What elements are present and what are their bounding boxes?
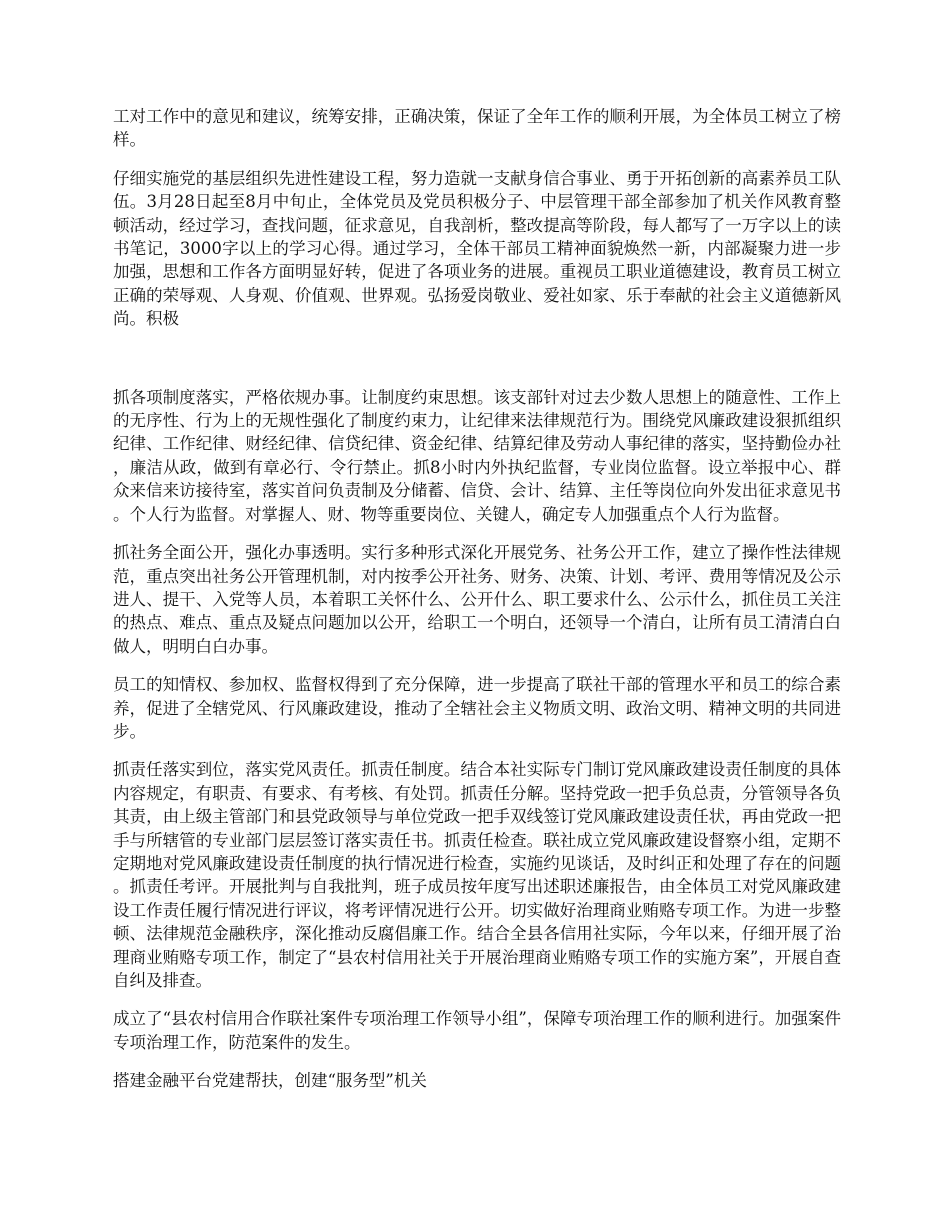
paragraph-1: 工对工作中的意见和建议，统筹安排，正确决策，保证了全年工作的顺利开展，为全体员工树立了榜样。 [113, 107, 841, 150]
paragraph-8: 搭建金融平台党建帮扶，创建“服务型”机关 [113, 1071, 427, 1091]
paragraph-5: 员工的知情权、参加权、监督权得到了充分保障，进一步提高了联社干部的管理水平和员工的综合素养，促进了全辖党风、行风廉政建设，推动了全辖社会主义物质文明、政治文明、精神文明的共同进步。 [113, 675, 841, 741]
paragraph-6: 抓责任落实到位，落实党风责任。抓责任制度。结合本社实际专门制订党风廉政建设责任制度的具体内容规定，有职责、有要求、有考核、有处罚。抓责任分解。坚持党政一把手负总责，分管领导各负其责，由上级主管部门和县党政领导与单位党政一把手双线签订党风廉政建设责任状，再由党政一把手与所辖管的专业部门层层签订落实责任书。抓责任检查。联社成立党风廉政建设督察小组，定期不定期地对党风廉政建设责任制度的执行情况进行检查，实施约见谈话，及时纠正和处理了存在的问题。抓责任考评。开展批判与自我批判，班子成员按年度写出述职述廉报告，由全体员工对党风廉政建设工作责任履行情况进行评议，将考评情况进行公开。切实做好治理商业贿赂专项工作。为进一步整顿、法律规范金融秩序，深化推动反腐倡廉工作。结合全县各信用社实际，今年以来，仔细开展了治理商业贿赂专项工作，制定了“县农村信用社关于开展治理商业贿赂专项工作的实施方案”，开展自查自纠及排查。 [113, 760, 841, 990]
paragraph-3: 抓各项制度落实，严格依规办事。让制度约束思想。该支部针对过去少数人思想上的随意性、工作上的无序性、行为上的无规性强化了制度约束力，让纪律来法律规范行为。围绕党风廉政建设狠抓组织纪律、工作纪律、财经纪律、信贷纪律、资金纪律、结算纪律及劳动人事纪律的落实，坚持勤俭办社，廉洁从政，做到有章必行、令行禁止。抓8小时内外执纪监督，专业岗位监督。设立举报中心、群众来信来访接待室，落实首问负责制及分储蓄、信贷、会计、结算、主任等岗位向外发出征求意见书。个人行为监督。对掌握人、财、物等重要岗位、关键人，确定专人加强重点个人行为监督。 [113, 387, 841, 524]
paragraph-gap [113, 346, 841, 386]
document-page [113, 105, 841, 1108]
paragraph-7: 成立了“县农村信用合作联社案件专项治理工作领导小组”，保障专项治理工作的顺利进行。加强案件专项治理工作，防范案件的发生。 [113, 1009, 841, 1052]
paragraph-4: 抓社务全面公开，强化办事透明。实行多种形式深化开展党务、社务公开工作，建立了操作性法律规范，重点突出社务公开管理机制，对内按季公开社务、财务、决策、计划、考评、费用等情况及公示进人、提干、入党等人员，本着职工关怀什么、公开什么、职工要求什么、公示什么，抓住员工关注的热点、难点、重点及疑点问题加以公开，给职工一个明白，还领导一个清白，让所有员工清清白白做人，明明白白办事。 [113, 543, 841, 656]
paragraph-2: 仔细实施党的基层组织先进性建设工程，努力造就一支献身信合事业、勇于开拓创新的高素养员工队伍。3月28日起至8月中旬止，全体党员及党员积极分子、中层管理干部全部参加了机关作风教育整顿活动，经过学习，查找问题，征求意见，自我剖析，整改提高等阶段，每人都写了一万字以上的读书笔记，3000字以上的学习心得。通过学习，全体干部员工精神面貌焕然一新，内部凝聚力进一步加强，思想和工作各方面明显好转，促进了各项业务的进展。重视员工职业道德建设，教育员工树立正确的荣辱观、人身观、价值观、世界观。弘扬爱岗敬业、爱社如家、乐于奉献的社会主义道德新风尚。积极 [113, 168, 841, 329]
